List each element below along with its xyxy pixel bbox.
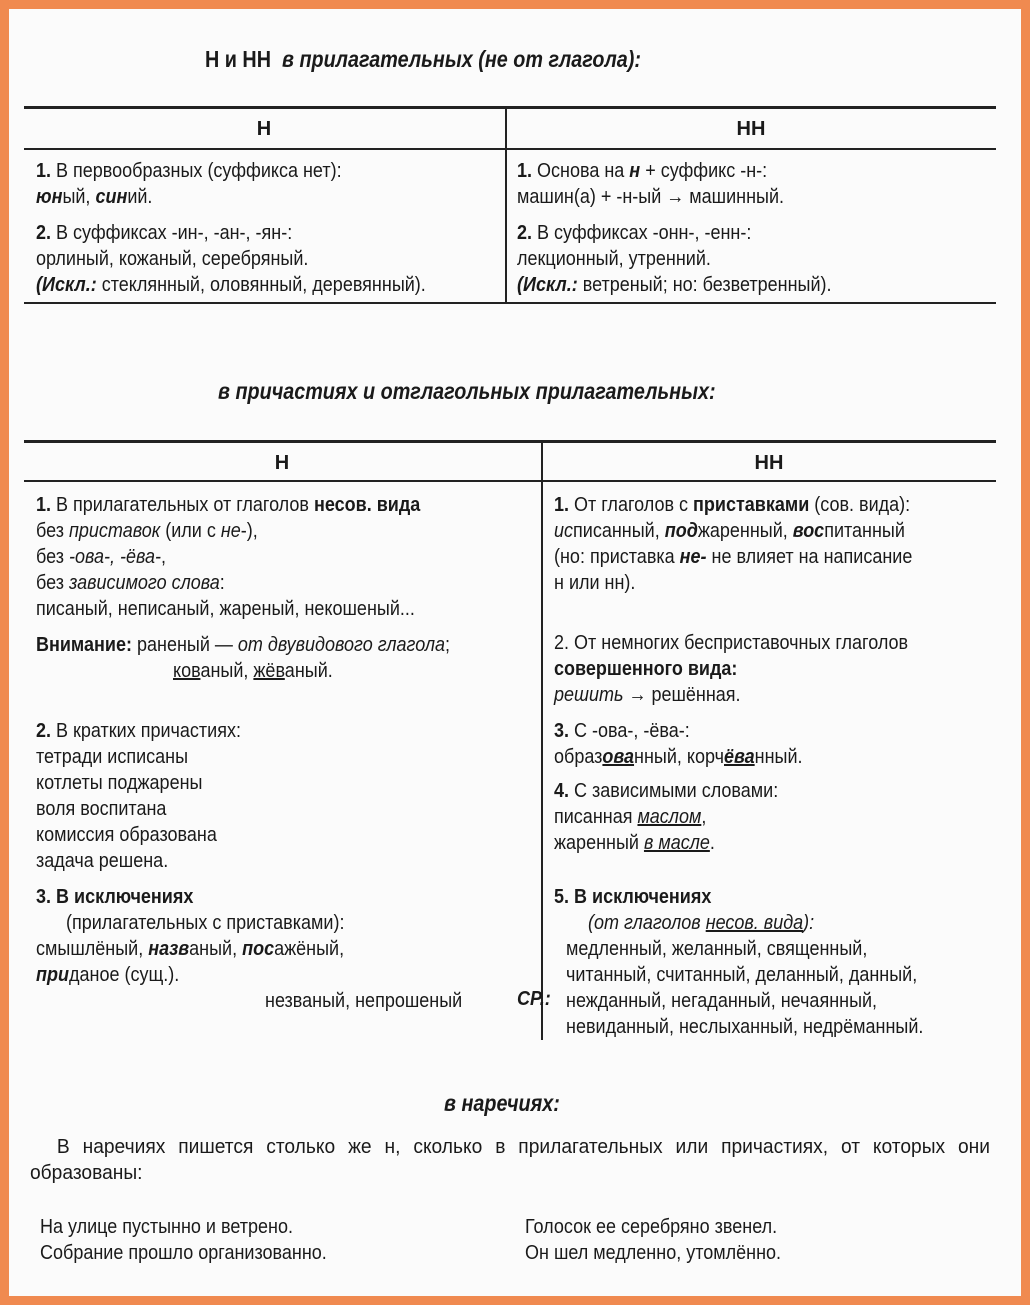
t2-right-item1-note: (но: приставка не- не влияет на написание	[554, 546, 913, 568]
t2-right-item5-ex2: читанный, считанный, деланный, данный,	[566, 964, 918, 986]
table1-top-rule	[24, 106, 996, 109]
table1-header-rule	[24, 148, 996, 150]
t2-left-item3-sub: (прилагательных с приставками):	[66, 912, 345, 934]
table2-divider	[541, 442, 543, 1040]
t2-left-item3-ex3: незваный, непрошеный	[265, 990, 463, 1012]
t2-right-item5-ex3: нежданный, негаданный, нечаянный,	[566, 990, 878, 1012]
t1-right-item1: 1. Основа на н + суффикс -н-:	[517, 160, 768, 182]
t2-right-item1-note2: н или нн).	[554, 572, 636, 594]
t2-right-item4-ex2: жаренный в масле.	[554, 832, 715, 854]
t1-right-item1-example: машин(а) + -н-ый → машинный.	[517, 186, 785, 208]
adverb-example-3: Голосок ее серебряно звенел.	[525, 1216, 778, 1238]
arrow-right-icon: →	[628, 684, 647, 706]
t2-left-item1-line4: без зависимого слова:	[36, 572, 225, 594]
section3-title: в наречиях:	[444, 1090, 560, 1116]
t2-left-item2-ex1: тетради исписаны	[36, 746, 189, 768]
t2-right-item2-example: решить → решённая.	[554, 684, 741, 706]
t2-left-item3-ex2: приданое (сущ.).	[36, 964, 180, 986]
arrow-right-icon: →	[666, 186, 685, 208]
t1-left-item2-exceptions: (Искл.: стеклянный, оловянный, деревянный).	[36, 274, 426, 296]
t2-right-item2: 2. От немногих бесприставочных глаголов	[554, 632, 909, 654]
table1-col-nn-header: НН	[736, 118, 766, 140]
t2-left-item1: 1. В прилагательных от глаголов несов. вида	[36, 494, 421, 516]
t1-left-item1-example: юный, синий.	[36, 186, 153, 208]
section3-paragraph: В наречиях пишется столько же н, сколько в прилагательных или причастиях, от которых они образованы:	[30, 1136, 990, 1184]
section1-title: Н и НН в прилагательных (не от глагола):	[205, 46, 641, 72]
t2-left-item1-examples: писаный, неписаный, жареный, некошеный...	[36, 598, 415, 620]
t2-right-item3: 3. С -ова-, -ёва-:	[554, 720, 690, 742]
t2-right-item4: 4. С зависимыми словами:	[554, 780, 779, 802]
adverb-example-1: На улице пустынно и ветрено.	[40, 1216, 293, 1238]
adverb-example-4: Он шел медленно, утомлённо.	[525, 1242, 782, 1264]
t2-right-item5: 5. В исключениях	[554, 886, 712, 908]
t2-right-item3-example: образованный, корчёванный.	[554, 746, 803, 768]
t2-left-item3: 3. В исключениях	[36, 886, 194, 908]
t2-left-item1-line2: без приставок (или с не-),	[36, 520, 258, 542]
t2-right-item2-line2: совершенного вида:	[554, 658, 738, 680]
table2-header-rule	[24, 480, 996, 482]
table2-col-n-header: Н	[274, 452, 290, 474]
t2-left-item2-ex5: задача решена.	[36, 850, 169, 872]
t2-left-attention-examples: кованый, жёваный.	[173, 660, 333, 682]
t1-right-item2: 2. В суффиксах -онн-, -енн-:	[517, 222, 752, 244]
t2-left-item2-ex3: воля воспитана	[36, 798, 167, 820]
t2-left-item1-line3: без -ова-, -ёва-,	[36, 546, 167, 568]
section2-title: в причастиях и отглагольных прилагательных:	[218, 378, 716, 404]
t2-left-item2-ex4: комиссия образована	[36, 824, 217, 846]
t2-right-item4-ex1: писанная маслом,	[554, 806, 707, 828]
t2-left-item3-ex1: смышлёный, названый, посажёный,	[36, 938, 345, 960]
t2-left-item2-ex2: котлеты поджарены	[36, 772, 203, 794]
t1-left-item2-example: орлиный, кожаный, серебряный.	[36, 248, 309, 270]
t1-right-item2-exceptions: (Искл.: ветреный; но: безветренный).	[517, 274, 832, 296]
adverb-example-2: Собрание прошло организованно.	[40, 1242, 327, 1264]
t1-right-item2-example: лекционный, утренний.	[517, 248, 711, 270]
t2-left-item2: 2. В кратких причастиях:	[36, 720, 241, 742]
compare-label: СР.:	[517, 988, 551, 1010]
t2-right-item5-sub: (от глаголов несов. вида):	[588, 912, 815, 934]
t2-right-item1-examples: исписанный, поджаренный, воспитанный	[554, 520, 905, 542]
t2-right-item5-ex1: медленный, желанный, священный,	[566, 938, 868, 960]
table1-bottom-rule	[24, 302, 996, 304]
t1-left-item1: 1. В первообразных (суффикса нет):	[36, 160, 342, 182]
table1-col-n-header: Н	[256, 118, 272, 140]
table2-top-rule	[24, 440, 996, 443]
table2-col-nn-header: НН	[754, 452, 784, 474]
t2-right-item5-ex4: невиданный, неслыханный, недрёманный.	[566, 1016, 924, 1038]
table1-divider	[505, 108, 507, 304]
t2-left-attention: Внимание: раненый — от двувидового глагола;	[36, 634, 451, 656]
t2-right-item1: 1. От глаголов с приставками (сов. вида):	[554, 494, 911, 516]
t1-left-item2: 2. В суффиксах -ин-, -ан-, -ян-:	[36, 222, 293, 244]
